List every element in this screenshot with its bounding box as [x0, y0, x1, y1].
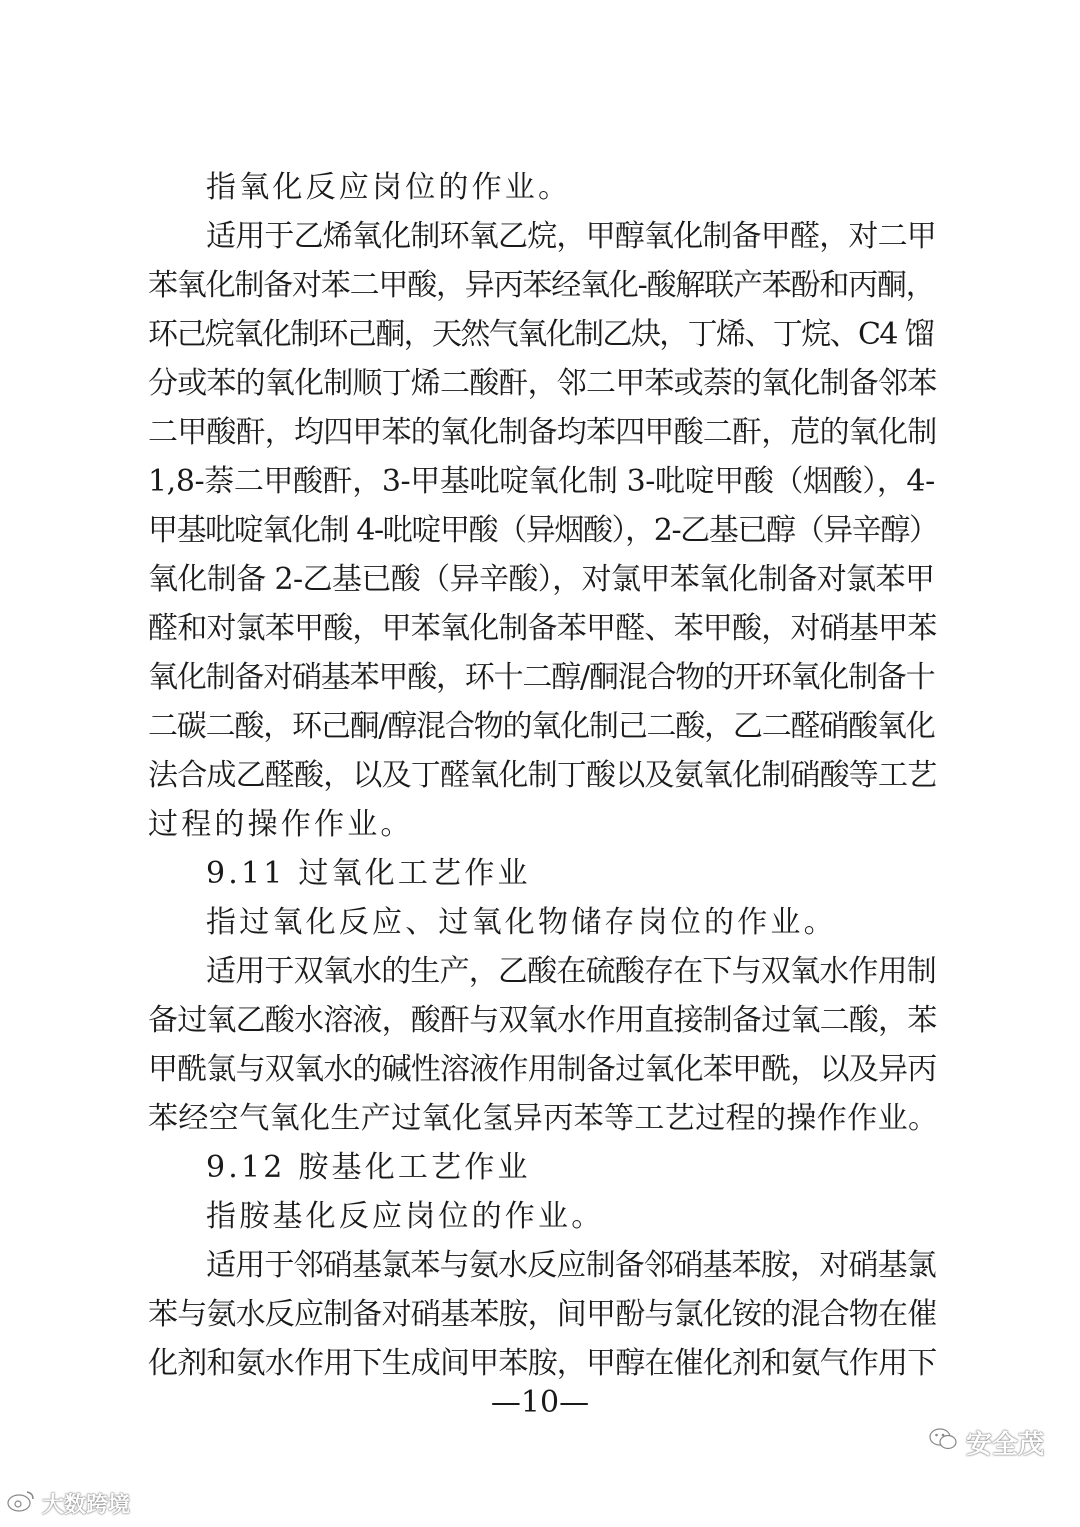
paragraph-line: 备过氧乙酸水溶液，酸酐与双氧水作用直接制备过氧二酸，苯: [148, 1003, 937, 1038]
paragraph-line: 指氧化反应岗位的作业。: [206, 170, 572, 205]
paragraph-line: 苯与氨水反应制备对硝基苯胺，间甲酚与氯化铵的混合物在催: [148, 1297, 937, 1332]
watermark-right: [928, 1424, 1044, 1461]
paragraph-line: 环己烷氧化制环己酮，天然气氧化制乙炔，丁烯、丁烷、C4 馏: [148, 317, 934, 352]
paragraph-line: 醛和对氯苯甲酸，甲苯氧化制备苯甲醛、苯甲酸，对硝基甲苯: [148, 611, 937, 646]
paragraph-line: 分或苯的氧化制顺丁烯二酸酐，邻二甲苯或萘的氧化制备邻苯: [148, 366, 937, 401]
paragraph-line: 甲基吡啶氧化制 4-吡啶甲酸（异烟酸），2-乙基已醇（异辛醇）: [148, 513, 938, 548]
section-heading: 9.12 胺基化工艺作业: [206, 1150, 531, 1185]
watermark-right-text: 安全茂: [965, 1430, 1044, 1460]
paragraph-line: 指过氧化反应、过氧化物储存岗位的作业。: [206, 905, 837, 940]
paragraph-line: 氧化制备 2-乙基已酸（异辛酸），对氯甲苯氧化制备对氯苯甲: [148, 562, 935, 597]
paragraph-line: 适用于邻硝基氯苯与氨水反应制备邻硝基苯胺，对硝基氯: [206, 1248, 936, 1283]
weibo-icon: [6, 1489, 36, 1519]
watermark-left-text: 大数跨境: [42, 1493, 131, 1518]
paragraph-line: 适用于乙烯氧化制环氧乙烷，甲醇氧化制备甲醛，对二甲: [206, 219, 936, 254]
paragraph-line: 适用于双氧水的生产，乙酸在硫酸存在下与双氧水作用制: [206, 954, 936, 989]
paragraph-line: 化剂和氨水作用下生成间甲苯胺，甲醇在催化剂和氨气作用下: [148, 1346, 937, 1381]
watermark-left: [6, 1488, 130, 1519]
wechat-icon: [928, 1426, 958, 1459]
paragraph-line: 二甲酸酐，均四甲苯的氧化制备均苯四甲酸二酐，苊的氧化制: [148, 415, 937, 450]
paragraph-line: 法合成乙醛酸，以及丁醛氧化制丁酸以及氨氧化制硝酸等工艺: [148, 758, 937, 793]
paragraph-line: 1,8-萘二甲酸酐，3-甲基吡啶氧化制 3-吡啶甲酸（烟酸），4-: [148, 464, 935, 499]
paragraph-line: 苯经空气氧化生产过氧化氢异丙苯等工艺过程的操作作业。: [148, 1101, 939, 1136]
section-heading: 9.11 过氧化工艺作业: [206, 856, 531, 891]
paragraph-line: 过程的操作作业。: [148, 807, 414, 842]
paragraph-line: 氧化制备对硝基苯甲酸，环十二醇/酮混合物的开环氧化制备十: [148, 660, 935, 695]
paragraph-line: 二碳二酸，环己酮/醇混合物的氧化制己二酸，乙二醛硝酸氧化: [148, 709, 935, 744]
paragraph-line: 甲酰氯与双氧水的碱性溶液作用制备过氧化苯甲酰，以及异丙: [148, 1052, 937, 1087]
page-number: —10—: [490, 1385, 590, 1420]
paragraph-line: 指胺基化反应岗位的作业。: [206, 1199, 605, 1234]
document-body: [148, 163, 938, 1388]
paragraph-line: 苯氧化制备对苯二甲酸，异丙苯经氧化-酸解联产苯酚和丙酮，: [148, 268, 935, 303]
